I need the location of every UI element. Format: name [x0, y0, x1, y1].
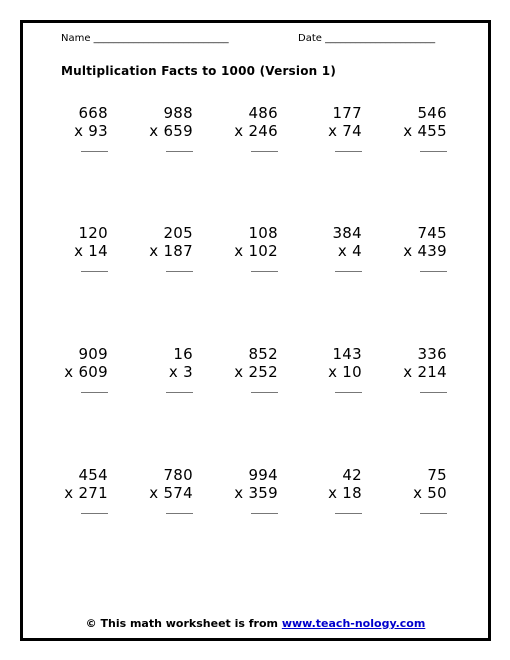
answer-line[interactable] [166, 513, 193, 514]
problem-item [48, 345, 108, 393]
problem-multiplicand: 852 [248, 345, 278, 363]
problem-multiplier: x 74 [328, 122, 362, 140]
problem-multiplicand: 486 [248, 104, 278, 122]
problem-multiplicand: 988 [163, 104, 193, 122]
problem-item [302, 466, 362, 514]
problem-multiplier: x 3 [168, 363, 193, 381]
problem-multiplier: x 214 [403, 363, 447, 381]
problem-multiplicand: 780 [163, 466, 193, 484]
footer-link[interactable]: www.teach-nology.com [281, 617, 426, 630]
problem-multiplicand: 909 [78, 345, 108, 363]
answer-line[interactable] [420, 271, 447, 272]
problem-multiplicand: 205 [163, 224, 193, 242]
answer-line[interactable] [81, 392, 108, 393]
date-field-label: Date ______________________ [298, 33, 436, 44]
problem-item [218, 466, 278, 514]
problem-multiplicand: 42 [342, 466, 362, 484]
answer-line[interactable] [335, 392, 362, 393]
problem-multiplier: x 246 [234, 122, 278, 140]
problem-multiplicand: 454 [78, 466, 108, 484]
problem-multiplicand: 336 [417, 345, 447, 363]
problem-multiplicand: 143 [332, 345, 362, 363]
problem-item [133, 345, 193, 393]
problem-multiplicand: 994 [248, 466, 278, 484]
problem-multiplier: x 271 [64, 484, 108, 502]
problem-multiplier: x 4 [337, 242, 362, 260]
problem-multiplier: x 93 [74, 122, 108, 140]
problem-multiplier: x 574 [149, 484, 193, 502]
problem-multiplier: x 455 [403, 122, 447, 140]
problem-item [48, 224, 108, 272]
answer-line[interactable] [166, 392, 193, 393]
answer-line[interactable] [81, 271, 108, 272]
problem-multiplicand: 75 [427, 466, 447, 484]
answer-line[interactable] [251, 392, 278, 393]
problem-item [387, 466, 447, 514]
problem-item [133, 224, 193, 272]
problem-multiplicand: 120 [78, 224, 108, 242]
problem-item [387, 104, 447, 152]
problem-multiplier: x 18 [328, 484, 362, 502]
problem-multiplier: x 187 [149, 242, 193, 260]
problem-item [133, 104, 193, 152]
problem-item [133, 466, 193, 514]
problem-item [302, 104, 362, 152]
problem-item [48, 466, 108, 514]
problem-multiplier: x 359 [234, 484, 278, 502]
answer-line[interactable] [335, 151, 362, 152]
problem-multiplicand: 546 [417, 104, 447, 122]
problem-multiplicand: 108 [248, 224, 278, 242]
problem-item [48, 104, 108, 152]
problem-item [218, 345, 278, 393]
answer-line[interactable] [166, 271, 193, 272]
problem-item [302, 224, 362, 272]
worksheet-title: Multiplication Facts to 1000 (Version 1) [61, 64, 337, 78]
answer-line[interactable] [251, 513, 278, 514]
problem-item [218, 104, 278, 152]
problem-multiplier: x 439 [403, 242, 447, 260]
problem-item [302, 345, 362, 393]
answer-line[interactable] [335, 271, 362, 272]
footer [23, 617, 488, 630]
problem-multiplier: x 50 [413, 484, 447, 502]
problem-item [387, 224, 447, 272]
problem-item [387, 345, 447, 393]
problem-item [218, 224, 278, 272]
problem-multiplicand: 384 [332, 224, 362, 242]
problem-multiplicand: 745 [417, 224, 447, 242]
answer-line[interactable] [251, 271, 278, 272]
answer-line[interactable] [166, 151, 193, 152]
problem-multiplicand: 177 [332, 104, 362, 122]
worksheet-frame [20, 20, 491, 641]
problem-multiplier: x 252 [234, 363, 278, 381]
answer-line[interactable] [420, 151, 447, 152]
problem-multiplicand: 16 [173, 345, 193, 363]
answer-line[interactable] [81, 513, 108, 514]
footer-text: © This math worksheet is from [85, 617, 282, 630]
answer-line[interactable] [420, 513, 447, 514]
problem-multiplier: x 14 [74, 242, 108, 260]
name-field-label: Name ___________________________ [61, 33, 229, 44]
problem-multiplicand: 668 [78, 104, 108, 122]
answer-line[interactable] [251, 151, 278, 152]
problem-multiplier: x 659 [149, 122, 193, 140]
answer-line[interactable] [81, 151, 108, 152]
problem-multiplier: x 10 [328, 363, 362, 381]
answer-line[interactable] [335, 513, 362, 514]
problem-multiplier: x 609 [64, 363, 108, 381]
problem-multiplier: x 102 [234, 242, 278, 260]
answer-line[interactable] [420, 392, 447, 393]
